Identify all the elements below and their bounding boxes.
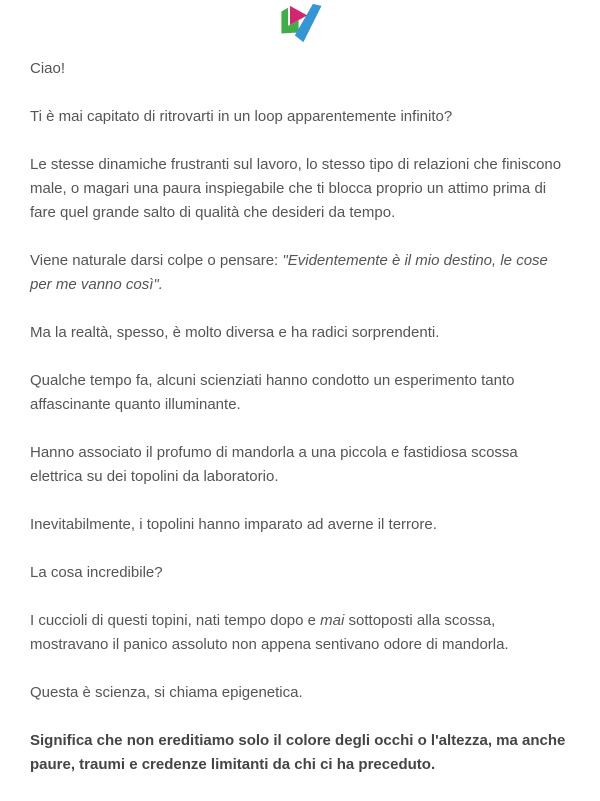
paragraph-segment: Viene naturale darsi colpe o pensare: — [30, 252, 283, 269]
paragraph-segment: Hanno associato il profumo di mandorla a una piccola e fastidiosa scossa elettrica su dei topolini da laboratorio. — [30, 444, 518, 485]
paragraph — [30, 105, 570, 129]
paragraph-segment: Ti è mai capitato di ritrovarti in un loop apparentemente infinito? — [30, 108, 453, 125]
paragraph-segment: Questa è scienza, si chiama epigenetica. — [30, 684, 303, 701]
paragraph — [30, 153, 570, 225]
paragraph — [30, 321, 570, 345]
paragraph — [30, 561, 570, 585]
paragraph-segment: "Evidentemente è il mio destino, le cose per me vanno così". — [30, 252, 548, 293]
play-checkmark-logo-icon — [278, 2, 323, 44]
paragraph-segment: Ciao! — [30, 60, 66, 77]
paragraph — [30, 441, 570, 489]
paragraph-segment: mai — [320, 612, 345, 629]
paragraph-segment: Inevitabilmente, i topolini hanno imparato ad averne il terrore. — [30, 516, 437, 533]
paragraph-segment: Qualche tempo fa, alcuni scienziati hanno condotto un esperimento tanto affascinante quanto illuminante. — [30, 372, 515, 413]
paragraph-segment: Significa che non ereditiamo solo il colore degli occhi o l'altezza, ma anche paure, traumi e credenze limitanti da chi ci ha preceduto. — [30, 732, 566, 773]
paragraph — [30, 369, 570, 417]
paragraph — [30, 729, 570, 777]
brand-logo — [0, 0, 600, 44]
paragraph-segment: I cuccioli di questi topini, nati tempo dopo e — [30, 612, 321, 629]
paragraph — [30, 57, 570, 81]
logo-blue-shape — [294, 4, 321, 42]
paragraph-segment: Le stesse dinamiche frustranti sul lavoro, lo stesso tipo di relazioni che finiscono male, o magari una paura inspiegabile che ti blocca proprio un attimo prima di fare quel grande salto di qualità che desideri da tempo. — [30, 156, 562, 221]
paragraph — [30, 609, 570, 657]
paragraph — [30, 681, 570, 705]
paragraph-segment: Ma la realtà, spesso, è molto diversa e ha radici sorprendenti. — [30, 324, 440, 341]
paragraph — [30, 249, 570, 297]
paragraph-segment: La cosa incredibile? — [30, 564, 163, 581]
paragraph-segment: sottoposti alla scossa, mostravano il panico assoluto non appena sentivano odore di mandorla. — [30, 612, 509, 653]
paragraph — [30, 513, 570, 537]
email-body — [0, 57, 600, 777]
